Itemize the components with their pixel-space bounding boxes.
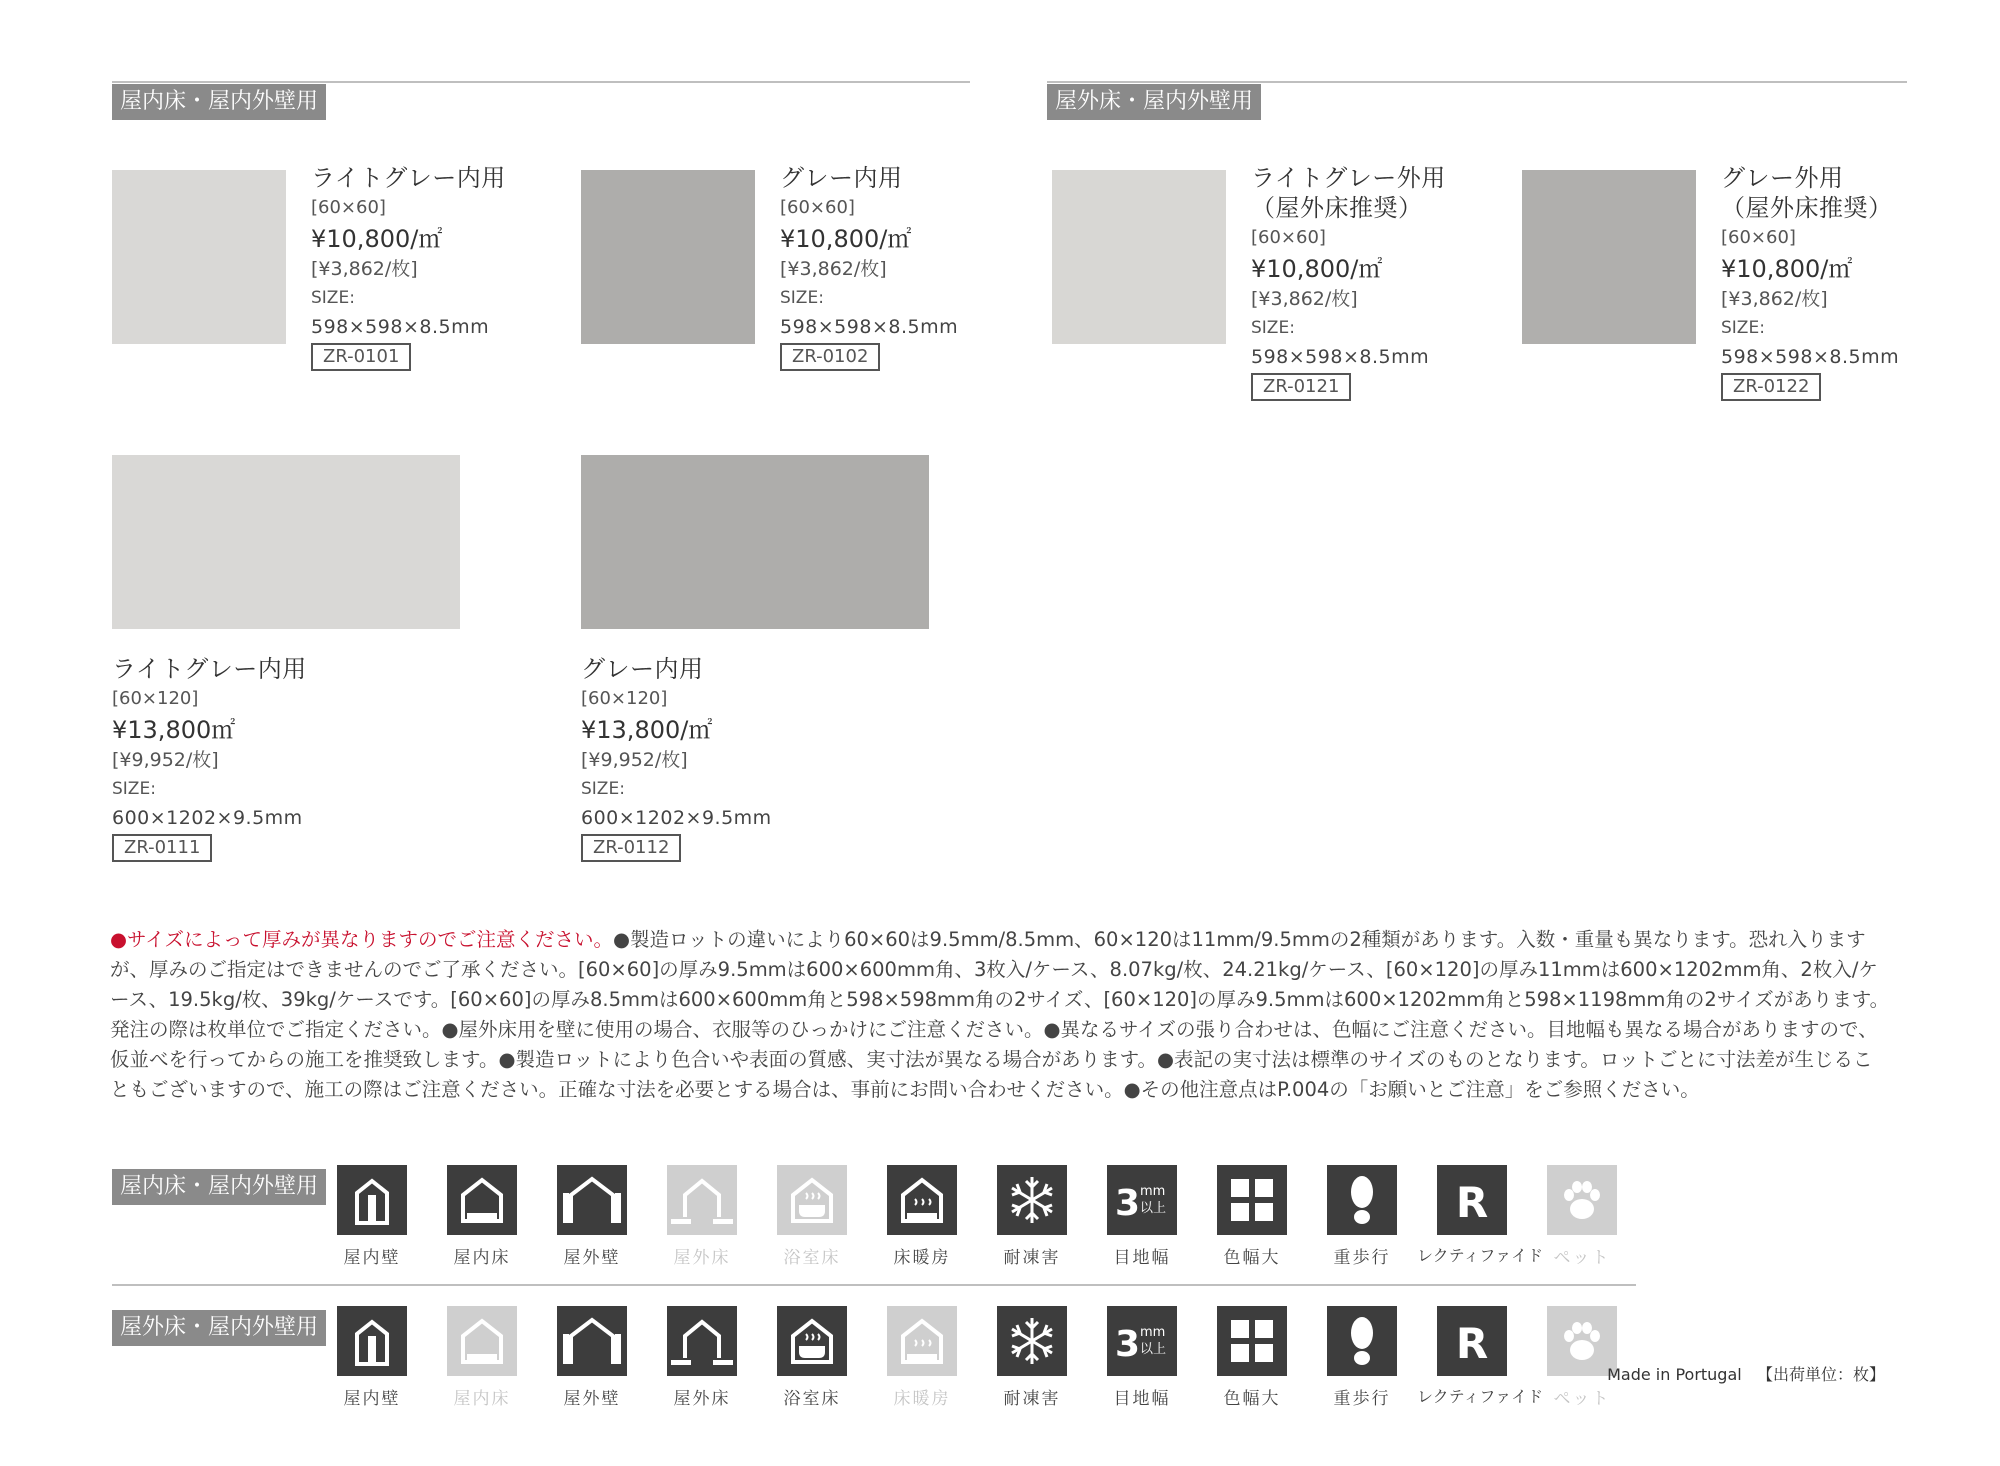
icon-label: ペット bbox=[1553, 1389, 1611, 1409]
color-variation-icon bbox=[1217, 1306, 1287, 1376]
indoor-floor-badge bbox=[447, 1306, 517, 1409]
heavy-traffic-badge bbox=[1327, 1306, 1397, 1409]
indoor-floor-icon bbox=[447, 1165, 517, 1235]
outdoor-wall-badge bbox=[557, 1306, 627, 1409]
tile-swatch bbox=[1522, 170, 1696, 344]
floor-heating-icon bbox=[887, 1165, 957, 1235]
indoor-wall-badge bbox=[337, 1165, 407, 1268]
product-card bbox=[311, 163, 506, 371]
heavy-traffic-icon bbox=[1327, 1306, 1397, 1376]
frost-resistant-icon bbox=[997, 1165, 1067, 1235]
product-size: 598×598×8.5mm bbox=[311, 316, 490, 338]
outdoor-wall-badge bbox=[557, 1165, 627, 1268]
outdoor-floor-icon bbox=[667, 1306, 737, 1376]
product-code: ZR-0111 bbox=[112, 834, 212, 862]
product-name: グレー内用 bbox=[780, 164, 903, 192]
icon-label: 屋内壁 bbox=[343, 1389, 401, 1409]
joint-width-badge bbox=[1107, 1306, 1177, 1409]
outdoor-floor-icon bbox=[667, 1165, 737, 1235]
icon-label: 屋内壁 bbox=[343, 1248, 401, 1268]
joint-width-icon bbox=[1107, 1165, 1177, 1235]
product-size-label: SIZE: bbox=[311, 288, 355, 308]
product-unit-price: [¥3,862/枚] bbox=[1251, 288, 1358, 310]
product-size: 598×598×8.5mm bbox=[1251, 346, 1430, 368]
frost-resistant-badge bbox=[997, 1165, 1067, 1268]
svg-text:mm: mm bbox=[1140, 1325, 1166, 1340]
icon-label: 屋外床 bbox=[673, 1248, 731, 1268]
product-card bbox=[1721, 163, 1899, 401]
product-code: ZR-0112 bbox=[581, 834, 681, 862]
floor-heating-badge bbox=[887, 1306, 957, 1409]
icon-row-tag-outdoor: 屋外床・屋内外壁用 bbox=[112, 1310, 326, 1346]
heavy-traffic-icon bbox=[1327, 1165, 1397, 1235]
tile-swatch bbox=[112, 170, 286, 344]
icon-label: レクティファイド bbox=[1417, 1246, 1544, 1265]
icon-label: 重歩行 bbox=[1333, 1248, 1391, 1268]
bathroom-floor-icon bbox=[777, 1165, 847, 1235]
product-code: ZR-0102 bbox=[780, 343, 880, 371]
product-card bbox=[581, 654, 772, 862]
frost-resistant-icon bbox=[997, 1306, 1067, 1376]
joint-width-badge bbox=[1107, 1165, 1177, 1268]
product-code: ZR-0101 bbox=[311, 343, 411, 371]
pet-icon bbox=[1547, 1165, 1617, 1235]
svg-text:3: 3 bbox=[1115, 1324, 1141, 1365]
icon-label: 屋内床 bbox=[453, 1248, 511, 1268]
icon-row-tag-indoor: 屋内床・屋内外壁用 bbox=[112, 1169, 326, 1205]
tile-swatch bbox=[581, 455, 929, 629]
product-name: ライトグレー内用 bbox=[311, 164, 506, 192]
product-dimension: [60×60] bbox=[1251, 227, 1326, 248]
product-size-label: SIZE: bbox=[112, 779, 156, 799]
icon-label: 色幅大 bbox=[1223, 1389, 1281, 1409]
icon-label: 浴室床 bbox=[783, 1389, 841, 1409]
svg-text:3: 3 bbox=[1115, 1183, 1141, 1224]
caution-note-red: ●サイズによって厚みが異なりますのでご注意ください。 bbox=[110, 928, 613, 951]
color-variation-icon bbox=[1217, 1165, 1287, 1235]
svg-text:mm: mm bbox=[1140, 1184, 1166, 1199]
product-unit-price: [¥9,952/枚] bbox=[112, 749, 219, 771]
icon-label: 目地幅 bbox=[1113, 1248, 1171, 1268]
heavy-traffic-badge bbox=[1327, 1165, 1397, 1268]
product-size-label: SIZE: bbox=[581, 779, 625, 799]
product-size: 598×598×8.5mm bbox=[780, 316, 959, 338]
indoor-floor-badge bbox=[447, 1165, 517, 1268]
product-dimension: [60×120] bbox=[581, 688, 668, 709]
product-code: ZR-0121 bbox=[1251, 373, 1351, 401]
rectified-badge bbox=[1417, 1165, 1544, 1265]
made-in-label: Made in Portugal bbox=[1607, 1365, 1742, 1384]
rectified-badge bbox=[1417, 1306, 1544, 1406]
product-card bbox=[780, 163, 958, 371]
product-size: 598×598×8.5mm bbox=[1721, 346, 1900, 368]
product-unit-price: [¥9,952/枚] bbox=[581, 749, 688, 771]
icon-label: 屋内床 bbox=[453, 1389, 511, 1409]
product-unit-price: [¥3,862/枚] bbox=[780, 258, 887, 280]
product-price: ¥10,800/㎡ bbox=[780, 225, 912, 253]
product-dimension: [60×60] bbox=[1721, 227, 1796, 248]
outdoor-wall-icon bbox=[557, 1165, 627, 1235]
product-price: ¥13,800/㎡ bbox=[581, 716, 713, 744]
rectified-icon bbox=[1437, 1306, 1507, 1376]
floor-heating-badge bbox=[887, 1165, 957, 1268]
icon-label: 耐凍害 bbox=[1003, 1248, 1061, 1268]
icon-label: 色幅大 bbox=[1223, 1248, 1281, 1268]
product-size: 600×1202×9.5mm bbox=[581, 807, 772, 829]
product-name: グレー内用 bbox=[581, 655, 704, 683]
indoor-wall-icon bbox=[337, 1306, 407, 1376]
icon-label: レクティファイド bbox=[1417, 1387, 1544, 1406]
product-size-label: SIZE: bbox=[1721, 318, 1765, 338]
footer-note bbox=[1607, 1362, 1885, 1385]
color-variation-badge bbox=[1217, 1165, 1287, 1268]
color-variation-badge bbox=[1217, 1306, 1287, 1409]
product-price: ¥10,800/㎡ bbox=[311, 225, 443, 253]
tile-swatch bbox=[1052, 170, 1226, 344]
product-price: ¥10,800/㎡ bbox=[1721, 255, 1853, 283]
indoor-wall-badge bbox=[337, 1306, 407, 1409]
svg-text:R: R bbox=[1455, 1319, 1489, 1368]
tile-swatch bbox=[581, 170, 755, 344]
bathroom-floor-badge bbox=[777, 1165, 847, 1268]
icon-label: 床暖房 bbox=[893, 1389, 951, 1409]
outdoor-floor-badge bbox=[667, 1306, 737, 1409]
product-dimension: [60×60] bbox=[311, 197, 386, 218]
product-card bbox=[1251, 163, 1446, 401]
indoor-floor-icon bbox=[447, 1306, 517, 1376]
frost-resistant-badge bbox=[997, 1306, 1067, 1409]
top-rule-left bbox=[112, 81, 970, 83]
svg-text:以上: 以上 bbox=[1140, 1342, 1167, 1357]
icon-row-divider bbox=[112, 1284, 1636, 1286]
svg-text:R: R bbox=[1455, 1178, 1489, 1227]
product-price: ¥13,800㎡ bbox=[112, 716, 236, 744]
product-card bbox=[112, 654, 307, 862]
section-tag-indoor: 屋内床・屋内外壁用 bbox=[112, 84, 326, 120]
product-name: グレー外用 （屋外床推奨） bbox=[1721, 164, 1893, 222]
product-unit-price: [¥3,862/枚] bbox=[1721, 288, 1828, 310]
icon-label: 屋外壁 bbox=[563, 1389, 621, 1409]
outdoor-floor-badge bbox=[667, 1165, 737, 1268]
icon-label: 耐凍害 bbox=[1003, 1389, 1061, 1409]
product-unit-price: [¥3,862/枚] bbox=[311, 258, 418, 280]
top-rule-right bbox=[1047, 81, 1907, 83]
icon-label: 浴室床 bbox=[783, 1248, 841, 1268]
caution-notes bbox=[110, 925, 1890, 1105]
rectified-icon bbox=[1437, 1165, 1507, 1235]
bathroom-floor-badge bbox=[777, 1306, 847, 1409]
product-name: ライトグレー内用 bbox=[112, 655, 307, 683]
svg-text:以上: 以上 bbox=[1140, 1201, 1167, 1216]
icon-label: 床暖房 bbox=[893, 1248, 951, 1268]
floor-heating-icon bbox=[887, 1306, 957, 1376]
icon-label: ペット bbox=[1553, 1248, 1611, 1268]
product-size: 600×1202×9.5mm bbox=[112, 807, 303, 829]
product-size-label: SIZE: bbox=[1251, 318, 1295, 338]
shipping-unit-label: 【出荷単位：枚】 bbox=[1756, 1365, 1885, 1384]
icon-label: 目地幅 bbox=[1113, 1389, 1171, 1409]
bathroom-floor-icon bbox=[777, 1306, 847, 1376]
pet-badge bbox=[1547, 1165, 1617, 1268]
product-dimension: [60×60] bbox=[780, 197, 855, 218]
icon-label: 重歩行 bbox=[1333, 1389, 1391, 1409]
joint-width-icon bbox=[1107, 1306, 1177, 1376]
indoor-wall-icon bbox=[337, 1165, 407, 1235]
tile-swatch bbox=[112, 455, 460, 629]
caution-note-body: ●製造ロットの違いにより60×60は9.5mm/8.5mm、60×120は11mm/9.5mmの2種類があります。入数・重量も異なります。恐れ入りますが、厚みのご指定はできませんのでご了承ください。[60×60]の厚み9.5mmは600×600mm角、3枚入/ケース、8.07kg/枚、24.21kg/ケース、[60×120]の厚み11mmは600×1202mm角、2枚入/ケース、19.5kg/枚、39kg/ケースです。[60×60]の厚み8.5mmは600×600mm角と598×598mm角の2サイズ、[60×120]の厚み9.5mmは600×1202mm角と598×1198mm角の2サイズがあります。発注の際は枚単位でご指定ください。●屋外床用を壁に使用の場合、衣服等のひっかけにご注意ください。●異なるサイズの張り合わせは、色幅にご注意ください。目地幅も異なる場合がありますので、仮並べを行ってからの施工を推奨致します。●製造ロットにより色合いや表面の質感、実寸法が異なる場合があります。●表記の実寸法は標準のサイズのものとなります。ロットごとに寸法差が生じることもございますので、施工の際はご注意ください。正確な寸法を必要とする場合は、事前にお問い合わせください。●その他注意点はP.004の「お願いとご注意」をご参照ください。 bbox=[110, 928, 1890, 1101]
outdoor-wall-icon bbox=[557, 1306, 627, 1376]
product-code: ZR-0122 bbox=[1721, 373, 1821, 401]
product-dimension: [60×120] bbox=[112, 688, 199, 709]
product-name: ライトグレー外用 （屋外床推奨） bbox=[1251, 164, 1446, 222]
product-size-label: SIZE: bbox=[780, 288, 824, 308]
icon-label: 屋外床 bbox=[673, 1389, 731, 1409]
icon-label: 屋外壁 bbox=[563, 1248, 621, 1268]
product-price: ¥10,800/㎡ bbox=[1251, 255, 1383, 283]
section-tag-outdoor: 屋外床・屋内外壁用 bbox=[1047, 84, 1261, 120]
